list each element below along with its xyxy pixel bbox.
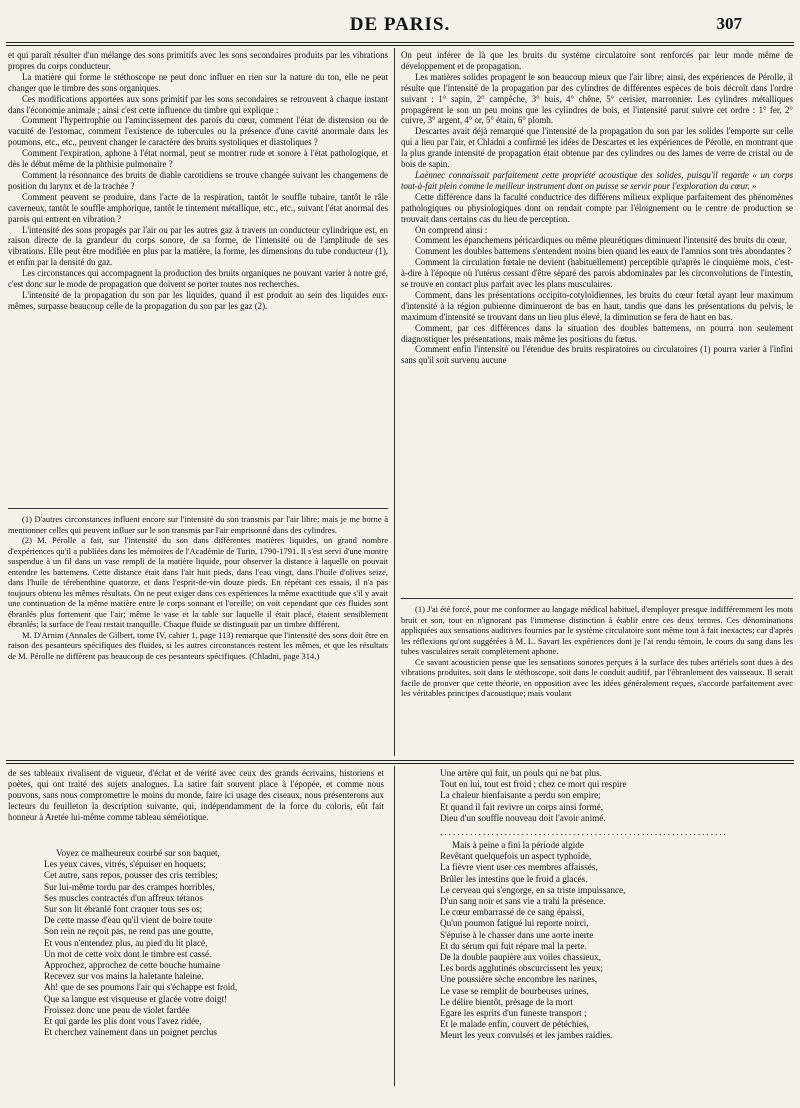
paragraph: Les circonstances qui accompagnent la production des bruits organiques ne pouvant varier à notre gré, c'est donc sur le mode de propagation que doivent se porter toutes nos recherches.: [8, 268, 388, 290]
paragraph: et qui paraît résulter d'un mélange des sons primitifs avec les sons secondaires produits par les vibrations propres du corps conducteur.: [8, 50, 388, 71]
paragraph: Comment enfin l'intensité ou l'étendue des bruits respiratoires ou circulatoires (1) pourra varier à l'infini sans qu'il soit survenu aucune: [401, 344, 793, 366]
verse-line: Sur lui-même tordu par des crampes horribles,: [44, 881, 215, 892]
paragraph: Les matières solides propagent le son beaucoup mieux que l'air libre; ainsi, des expériences de Pérolle, il résulte que l'intensité de la propagation par des cylindres de différentes espèces de bois décroît dans l'ordre suivant : 1° sapin, 2° campêche, 3° buis, 4° chêne, 5° cerisier, marronnier. Les cylindres métalliques propagèrent le son un peu moins que les cylindres de bois, et l'intensité parut suivre cet ordre : 1° fer, 2° cuivre, 3° argent, 4° or, 5° étain, 6° plomb.: [401, 71, 793, 126]
paragraph: Comment les épanchemens péricardiques ou même pleurétiques diminuent l'intensité des bruits du cœur.: [415, 235, 787, 246]
feuilleton-divider: [394, 766, 395, 1086]
masthead-title: DE PARIS.: [349, 14, 451, 35]
verse-line: Approchez, approchez de cette bouche humaine: [44, 960, 221, 971]
right-footnotes: [401, 604, 793, 754]
verse-line: Une artère qui fuit, un pouls qui ne bat plus.: [440, 768, 603, 778]
paragraph: Comment l'hypertrophie ou l'amincissement des parois du cœur, comment l'état de distension ou de vacuité de l'estomac, comment l'existence de tubercules ou la présence d'une cavité anormale dans les poumons, etc., etc., peuvent changer le caractère des bruits systoliques et diastoliques ?: [8, 115, 388, 148]
verse-line: Recevez sur vos mains la haletante haleine.: [44, 971, 204, 982]
paragraph: La matière qui forme le stéthoscope ne peut donc influer en rien sur la nature du ton, elle ne peut changer que le timbre des sons organiques.: [8, 71, 388, 93]
verse-line: Les bords agglutinés obscurcissent les yeux;: [440, 963, 604, 974]
footnote: Ce savant acousticien pense que les sensations sonores perçues à la surface des tubes artériels sont dues à des vibrations produites, soit dans le stéthoscope, soit dans le conduit auditif, par l'ébranlement des vaisseaux. Il serait facile de prouver que cette théorie, en opposition avec les idées généralement reçues, s'accorde parfaitement avec les véritables principes d'acoustique; mais voulant: [401, 656, 793, 698]
paragraph: Comment, dans les présentations occipito-cotyloïdiennes, les bruits du cœur fœtal ayant leur maximum d'intensité à la région pubienne diminueront de bas en haut, tandis que dans les présentations du pelvis, le maximum d'intensité se trouvant dans un lieu plus élevé, la diminution se fera de haut en bas.: [401, 289, 793, 322]
verse-line: Mais à peine a fini la période algide: [452, 840, 584, 850]
verse-line: Et du sérum qui fuit répare mal la perte.: [440, 940, 587, 951]
ellipsis-line: ...................................................................: [440, 827, 728, 837]
verse-line: Et le malade enfin, couvert de pétéchies,: [440, 1019, 589, 1030]
paragraph: On comprend ainsi :: [415, 224, 488, 235]
verse-line: Revêtant quelquefois un aspect typhoïde,: [440, 851, 592, 862]
verse-line: Et quand il fait revivre un corps ainsi formé,: [440, 801, 604, 812]
verse-line: Les yeux caves, vitrés, s'épuiser en hoquets;: [44, 859, 206, 870]
verse-left: [44, 848, 384, 1038]
verse-line: Meurt les yeux convulsés et les jambes raidies.: [440, 1030, 613, 1041]
verse-line: De cette masse d'eau qu'il vient de boire toute: [44, 915, 213, 926]
verse-line: Un mot de cette voix dont le timbre est cassé.: [44, 948, 212, 959]
feuilleton-prose: [8, 768, 384, 834]
page-header: [0, 12, 800, 38]
verse-line: Ah! que de ses poumons l'air qui s'échappe est froid,: [44, 982, 238, 993]
verse-line: Son rein ne reçoit pas, ne rend pas une goutte,: [44, 926, 214, 937]
verse-line: Froissez donc une peau de violet fardée: [44, 1004, 190, 1015]
verse-line: Et qui garde les plis dont vous l'avez ridée,: [44, 1016, 202, 1027]
verse-line: Et vous n'entendez plus, au pied du lit placé,: [44, 937, 208, 948]
paragraph: Comment les doubles battemens s'entendent moins bien quand les eaux de l'amnios sont très abondantes ?: [415, 246, 792, 257]
paragraph: Cette différence dans la faculté conductrice des différens milieux explique parfaitement des phénomènes pathologiques ou physiologiques dont on rendait compte par l'éloignement ou le centre de production se trouvait dans certains cas du lieu de perception.: [401, 191, 793, 224]
paragraph: Comment, par ces différences dans la situation des doubles battemens, on pourra non seulement diagnostiquer les présentations, mais même les positions du fœtus.: [401, 322, 793, 344]
verse-line: De la double paupière aux voiles chassieux,: [440, 952, 601, 963]
left-footnotes: [8, 514, 388, 754]
verse-line: Sur son lit ébranlé font craquer tous ses os;: [44, 904, 203, 915]
paragraph: Comment la circulation fœtale ne devient (habituellement) perceptible qu'après le cinquième mois, c'est-à-dire à l'époque où l'utérus cessant d'être séparé des parois abdominales par les circonvolutions de l'intestin, se trouve en contact plus parfait avec les plans musculaires.: [401, 257, 793, 290]
paragraph: L'intensité de la propagation du son par les liquides, quand il est produit au sein des liquides eux-mêmes, surpasse beaucoup celle de la propagation du son par les gaz (2).: [8, 289, 388, 311]
verse-line: S'épuise à le chasser dans une aorte inerte: [440, 929, 594, 940]
verse-line: Cet autre, sans repos, pousser des cris terribles;: [44, 870, 218, 881]
verse-line: Qu'un poumon fatigué lui reporte noirci,: [440, 918, 589, 929]
verse-right-bottom: [440, 840, 790, 1042]
verse-line: Egare les esprits d'un funeste transport ;: [440, 1008, 587, 1019]
paragraph: de ses tableaux rivalisent de vigueur, d'éclat et de vérité avec ceux des grands écrivains, historiens et poètes, qui ont traité des sujets analogues. La satire fait souvent place à l'épopée, et comme nous pouvons, sans nous compromettre le moins du monde, faire ici usage des ciseaux, nous présenterons aux lecteurs du feuilleton la description suivante, qui, indépendamment de la force du coloris, eût fait honneur à Aretée lui-même comme tableau séméiotique.: [8, 768, 384, 822]
verse-right-top: [440, 768, 790, 824]
footnote: M. D'Arnim (Annales de Gilbert, tome IV, cahier 1, page 113) remarque que l'intensité des sons doit être en raison des pesanteurs spécifiques des fluides, si les autres circonstances restent les mêmes, et que les résultats de M. Pérolle ne diffèrent pas beaucoup de ces pesanteurs spécifiques. (Chladni, page 314.): [8, 629, 388, 661]
verse-line: Le cerveau qui s'engorge, en sa triste impuissance,: [440, 884, 626, 895]
verse-line: Le vase se remplit de bourbeuses urines,: [440, 985, 589, 996]
verse-line: La chaleur bienfaisante a perdu son empire;: [440, 790, 601, 801]
paragraph: Ces modifications apportées aux sons primitif par les sons secondaires se retrouvent à chaque instant dans l'économie animale ; ainsi c'est cette influence du timbre qui explique :: [8, 93, 388, 115]
paragraph: L'intensité des sons propagés par l'air ou par les autres gaz à travers un conducteur cylindrique est, en raison directe de la grandeur du corps sonore, de sa forme, de l'intensité ou de l'amplitude de ses vibrations. Elle peut être modifiée en plus par la matière, la forme, les dimensions du tube conducteur (1), et enfin par la densité du gaz.: [8, 224, 388, 268]
paragraph: Comment peuvent se produire, dans l'acte de la respiration, tantôt le souffle tubaire, tantôt le râle caverneux, tantôt le souffle amphorique, tantôt le tintement métallique, etc., etc., suivant l'état anormal des parois qui entrent en vibration ?: [8, 191, 388, 224]
verse-line: La fièvre vient user ces membres affaissés,: [440, 862, 598, 873]
verse-line: Brûler les intestins que le froid a glacés.: [440, 873, 588, 884]
verse-line: Le délire bientôt, présage de la mort: [440, 996, 573, 1007]
footnote-rule: [8, 508, 388, 509]
verse-line: Tout en lui, tout est froid ; chez ce mort qui respire: [440, 779, 627, 790]
feuilleton-rule: [6, 760, 794, 764]
right-column-text: [401, 50, 793, 590]
verse-line: Dieu d'un souffle nouveau doit l'avoir animé.: [440, 812, 606, 823]
verse-line: Que sa langue est visqueuse et glacée votre doigt!: [44, 993, 228, 1004]
page-number: 307: [716, 14, 742, 33]
verse-line: Et cherchez vainement dans un poignet perclus: [44, 1027, 217, 1038]
paragraph: Comment l'expiration, aphone à l'état normal, peut se montrer rude et sonore à l'état pathologique, et dès le début même de la phthisie pulmonaire ?: [8, 148, 388, 170]
footnote: (2) M. Pérolle a fait, sur l'intensité du son dans différentes matières liquides, un grand nombre d'expériences qu'il a publiées dans les mémoires de l'Académie de Turin, 1790-1791. Il s'est servi d'une montre suspendue à un fil dans un vase rempli de la matière liquide, pour observer la distance à laquelle on pouvait entendre les battemens. Cette distance était dans l'air huit pieds, dans l'eau vingt, dans l'huile d'olives seize, dans l'huile de térebenthine quatorze, et dans l'esprit-de-vin douze pieds. En répétant ces essais, il n'a pas toujours obtenu les mêmes résultats. On ne peut exiger dans ces expériences la même exactitude que s'il y avait une continuation de la même matière entre le corps sonnant et l'oreille; on voit cependant que ces fluides sont ébranlés plus fortement que l'air; même le vase et la table sur laquelle il était placé, étaient sensiblement ébranlés; la surface de l'eau restait tranquille. Chaque fluide se distinguait par un timbre différent.: [8, 535, 388, 629]
header-rule: [6, 42, 794, 46]
footnote-rule: [401, 598, 793, 599]
left-column-text: [8, 50, 388, 490]
paragraph: Descartes avait déjà remarqué que l'intensité de la propagation du son par les solides l'emporte sur celle qui a lieu par l'air, et Chladni a confirmé les idées de Descartes et les expériences de Pérolle, en montrant que la plus grande intensité de propagation était obtenue par des cylindres ou des lames de verre de cristal ou de bois de sapin.: [401, 126, 793, 170]
verse-line: Ses muscles contractés d'un affreux tétanos: [44, 892, 203, 903]
paragraph: Comment la résonnance des bruits de diable carotidiens se trouve changée suivant les changemens de position du larynx et de la trachée ?: [8, 169, 388, 191]
column-divider: [394, 48, 395, 756]
verse-line: Le cœur embarrassé de ce sang épaissi,: [440, 907, 585, 918]
verse-line: D'un sang noir et sans vie a trahi la présence.: [440, 896, 606, 907]
verse-line: Voyez ce malheureux courbé sur son baquet,: [56, 848, 220, 858]
verse-line: Une poussière sèche encombre les narines,: [440, 974, 598, 985]
paragraph: Laënnec connaissait parfaitement cette propriété acoustique des solides, puisqu'il regarde « un corps tout-à-fait plein comme le meilleur instrument dont on puisse se servir pour l'exploration du cœur. »: [401, 169, 793, 191]
paragraph: On peut inférer de là que les bruits du système circulatoire sont renforcés par leur mode même de développement et de propagation.: [401, 50, 793, 71]
footnote: (1) J'ai été forcé, pour me conformer au langage médical habituel, d'employer presque indifféremment les mots bruit et son, tout en n'ignorant pas l'immense distinction à établir entre ces deux termes. Ces dénominations appliquées aux sensations auditives fournies par le système circulatoire sont même tout à fait inexactes; car d'après les réflexions qu'ont suggérées à M. L. Savart les expériences dont je l'ai rendu témoin, le cours du sang dans les tubes vasculaires serait complètement aphone.: [401, 604, 793, 656]
footnote: (1) D'autres circonstances influent encore sur l'intensité du son transmis par l'air libre; mais je me borne à mentionner celles qui peuvent influer sur le son transmis par l'air emprisonné dans des cylindres.: [8, 514, 388, 535]
